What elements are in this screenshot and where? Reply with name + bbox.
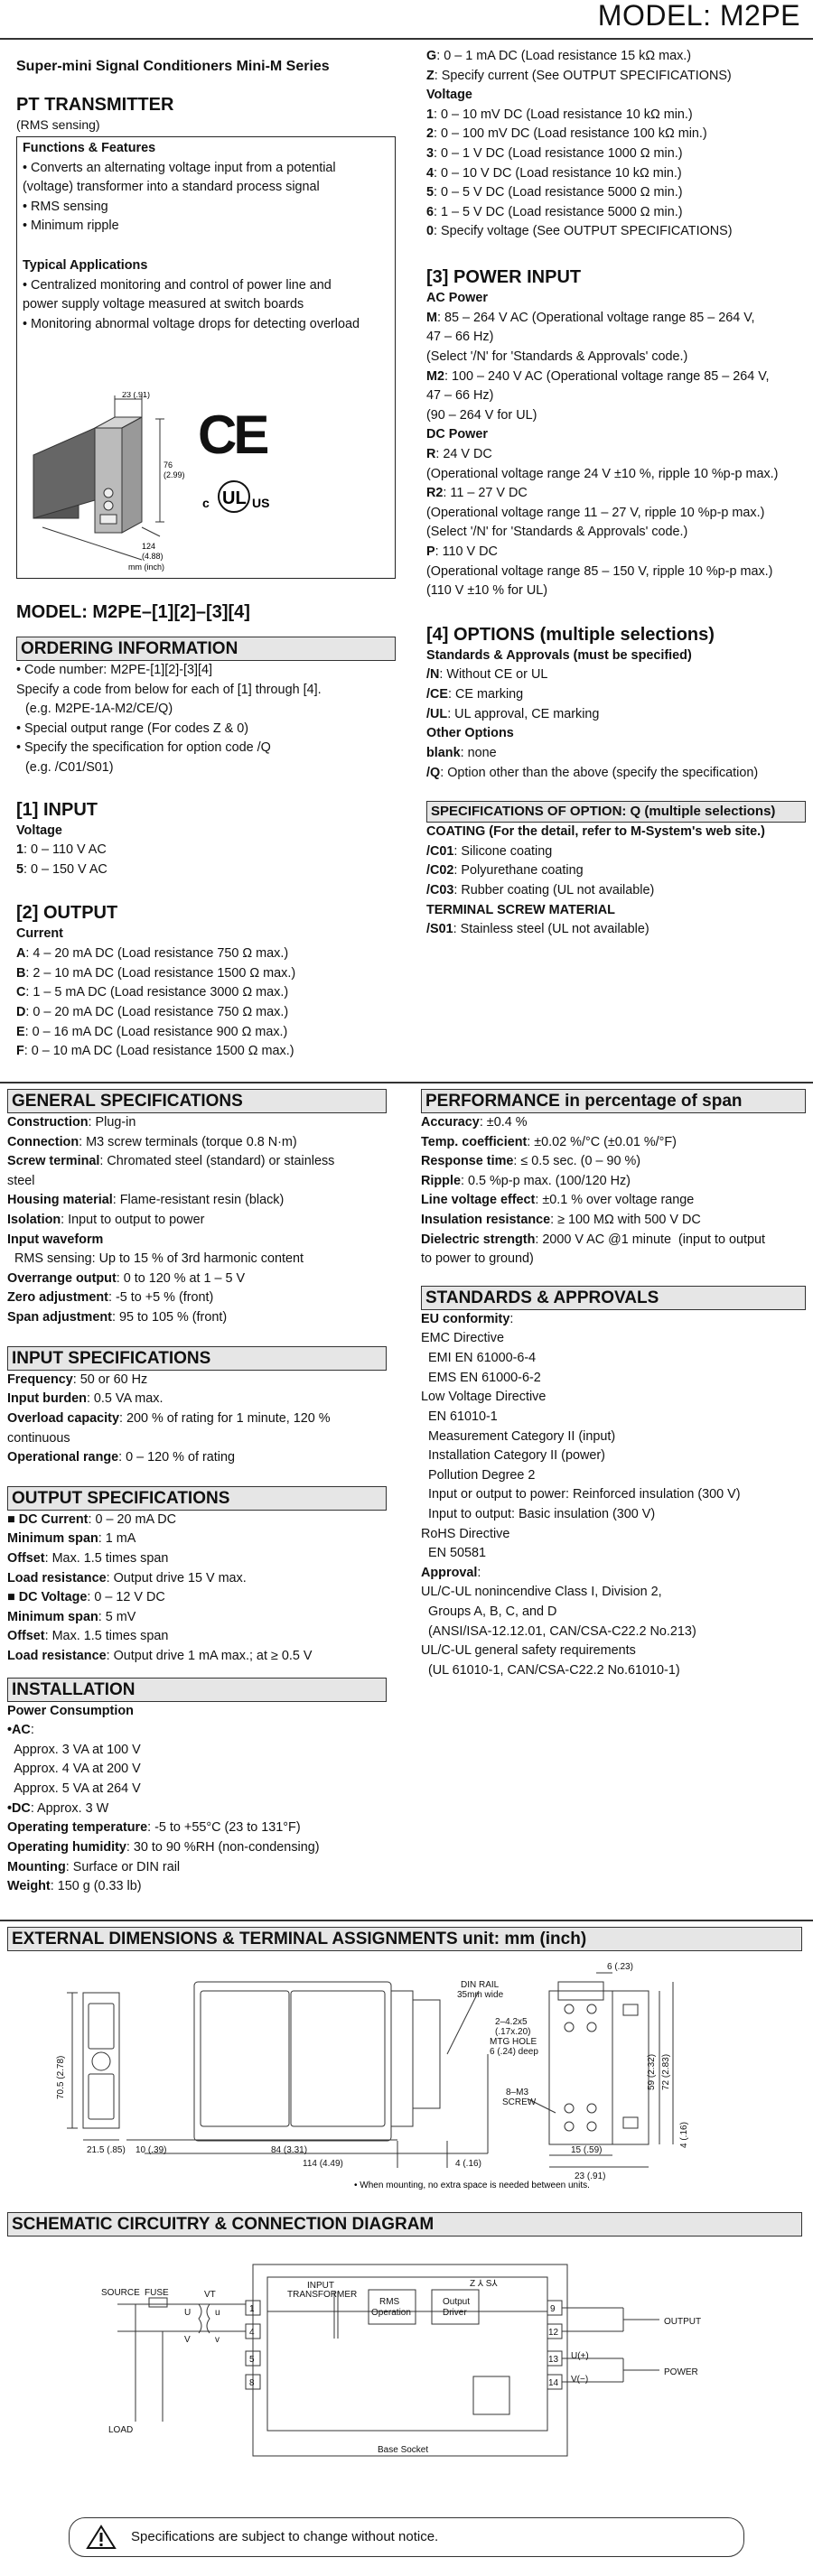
schematic-drawing	[0, 2241, 813, 2503]
standards-line: (UL 61010-1, CAN/CSA-C22.2 No.61010-1)	[421, 1662, 680, 1678]
output-spec-line: ■ DC Voltage: 0 – 12 V DC	[7, 1590, 165, 1605]
installation-line: •AC:	[7, 1723, 34, 1738]
schematic-label: Output	[443, 2297, 471, 2307]
dim-label: SCREW	[502, 2097, 537, 2107]
std-approvals-sub: Standards & Approvals (must be specified)	[426, 647, 692, 663]
input-item: 1: 0 – 110 V AC	[16, 842, 107, 858]
standards-line: Approval:	[421, 1565, 481, 1580]
schematic-label: v	[215, 2335, 220, 2345]
input-spec-line: Overload capacity: 200 % of rating for 1 minute, 120 %	[7, 1410, 331, 1426]
terminal-number: 4	[249, 2328, 255, 2338]
series-title: Super-mini Signal Conditioners Mini-M Series	[16, 59, 330, 74]
output-item: D: 0 – 20 mA DC (Load resistance 750 Ω max.)	[16, 1004, 289, 1019]
power-line: R: 24 V DC	[426, 446, 492, 461]
options-column	[426, 47, 806, 940]
general-spec-line: Zero adjustment: -5 to +5 % (front)	[7, 1290, 214, 1306]
ordering-line: • Code number: M2PE-[1][2]-[3][4]	[16, 663, 212, 677]
model-header: MODEL: M2PE	[597, 0, 800, 32]
dim-label: 6 (.23)	[607, 1962, 633, 1972]
output-spec-heading: OUTPUT SPECIFICATIONS	[7, 1486, 387, 1511]
installation-line: •DC: Approx. 3 W	[7, 1800, 109, 1816]
schematic-label: V	[184, 2335, 191, 2345]
output-spec-line: Offset: Max. 1.5 times span	[7, 1550, 169, 1566]
input-heading: [1] INPUT	[16, 799, 98, 820]
dim-label: 59 (2.32)	[647, 2053, 657, 2090]
standards-heading: STANDARDS & APPROVALS	[421, 1286, 806, 1310]
general-spec-line: Housing material: Flame-resistant resin (black)	[7, 1193, 285, 1208]
mounting-note: • When mounting, no extra space is needed between units.	[354, 2181, 590, 2190]
output-item: F: 0 – 10 mA DC (Load resistance 1500 Ω max.)	[16, 1044, 294, 1059]
general-spec-line: steel	[7, 1173, 35, 1188]
standards-line: Pollution Degree 2	[421, 1467, 536, 1483]
output-spec-line: Minimum span: 5 mV	[7, 1609, 136, 1624]
dim-label: 84 (3.31)	[271, 2145, 308, 2155]
spec-right-column	[421, 1089, 806, 1680]
dim-label: 10 (.39)	[136, 2145, 167, 2155]
performance-line: Line voltage effect: ±0.1 % over voltage range	[421, 1193, 695, 1208]
dim-label: 72 (2.83)	[661, 2053, 671, 2090]
feature-line: • Converts an alternating voltage input from a potential	[23, 160, 336, 175]
output-spec-line: Minimum span: 1 mA	[7, 1531, 136, 1547]
performance-line: Temp. coefficient: ±0.02 %/°C (±0.01 %/°F)	[421, 1134, 677, 1149]
option-q-heading: SPECIFICATIONS OF OPTION: Q (multiple selections)	[426, 801, 806, 823]
power-line: (110 V ±10 % for UL)	[426, 583, 548, 599]
ordering-line: • Special output range (For codes Z & 0)	[16, 721, 249, 736]
installation-line: Power Consumption	[7, 1703, 134, 1718]
schematic-label: Operation	[371, 2308, 411, 2318]
options-heading: [4] OPTIONS (multiple selections)	[426, 624, 715, 645]
spec-left-column	[7, 1089, 387, 1897]
section-rule	[0, 1082, 813, 1083]
standards-line: Groups A, B, C, and D	[421, 1604, 557, 1620]
input-spec-line: Operational range: 0 – 120 % of rating	[7, 1450, 235, 1465]
standards-line: Measurement Category II (input)	[421, 1428, 616, 1444]
schematic-label: TRANSFORMER	[287, 2290, 358, 2300]
standards-line: EU conformity:	[421, 1311, 514, 1326]
standards-line: EMC Directive	[421, 1331, 504, 1346]
screw-material-sub: TERMINAL SCREW MATERIAL	[426, 902, 615, 917]
general-heading: GENERAL SPECIFICATIONS	[7, 1089, 387, 1113]
output-item: B: 2 – 10 mA DC (Load resistance 1500 Ω max.)	[16, 965, 296, 981]
input-sub: Voltage	[16, 823, 62, 838]
model-code: MODEL: M2PE–[1][2]–[3][4]	[16, 602, 250, 622]
power-line: (Operational voltage range 85 – 150 V, ripple 10 %p-p max.)	[426, 563, 773, 579]
warning-text: Specifications are subject to change without notice.	[131, 2528, 439, 2544]
schematic-label: Z ⅄ S⅄	[470, 2279, 498, 2289]
dim-label: 114 (4.49)	[303, 2159, 343, 2169]
standards-line: EN 50581	[421, 1546, 487, 1561]
dim-label: 23 (.91)	[575, 2171, 606, 2181]
power-line: M: 85 – 264 V AC (Operational voltage range 85 – 264 V,	[426, 310, 755, 325]
ce-mark-icon: CE	[198, 405, 266, 465]
output-item: E: 0 – 16 mA DC (Load resistance 900 Ω max.)	[16, 1024, 288, 1039]
ordering-line: • Specify the specification for option code /Q	[16, 740, 271, 756]
output-item: A: 4 – 20 mA DC (Load resistance 750 Ω max.)	[16, 946, 289, 962]
standards-line: Input to output: Basic insulation (300 V)	[421, 1506, 656, 1521]
output-spec-line: ■ DC Current: 0 – 20 mA DC	[7, 1511, 177, 1527]
schematic-label: FUSE	[145, 2288, 169, 2298]
output-item: 5: 0 – 5 V DC (Load resistance 5000 Ω min.)	[426, 185, 683, 200]
schematic-heading: SCHEMATIC CIRCUITRY & CONNECTION DIAGRAM	[7, 2212, 802, 2237]
schematic-label: U	[184, 2308, 192, 2318]
performance-line: Response time: ≤ 0.5 sec. (0 – 90 %)	[421, 1154, 641, 1169]
ordering-line: (e.g. /C01/S01)	[25, 760, 114, 776]
option-item: /N: Without CE or UL	[426, 667, 548, 683]
performance-line: to power to ground)	[421, 1251, 534, 1267]
option-item: blank: none	[426, 745, 497, 760]
performance-line: Dielectric strength: 2000 V AC @1 minute (input to output	[421, 1232, 765, 1247]
terminal-number: 8	[249, 2378, 255, 2388]
ul-mark-icon	[198, 479, 297, 515]
output-item: 0: Specify voltage (See OUTPUT SPECIFICATIONS)	[426, 224, 733, 239]
dim-unit: mm (inch)	[128, 563, 164, 572]
ordering-line: Specify a code from below for each of [1] through [4].	[16, 682, 322, 697]
terminal-number: 14	[548, 2378, 559, 2388]
input-spec-line: Frequency: 50 or 60 Hz	[7, 1372, 148, 1387]
dim-label: 21.5 (.85)	[87, 2145, 126, 2155]
schematic-label: Driver	[443, 2308, 467, 2318]
general-spec-line: RMS sensing: Up to 15 % of 3rd harmonic content	[7, 1251, 304, 1267]
applications-heading: Typical Applications	[23, 258, 148, 274]
svg-text:US: US	[252, 496, 270, 510]
installation-line: Approx. 3 VA at 100 V	[7, 1742, 141, 1757]
svg-text:c: c	[202, 496, 210, 510]
standards-line: Installation Category II (power)	[421, 1448, 605, 1464]
feature-line: (voltage) transformer into a standard process signal	[23, 180, 320, 195]
section-rule	[0, 1920, 813, 1921]
power-line: (90 – 264 V for UL)	[426, 407, 537, 423]
output-sub: Current	[16, 926, 63, 942]
header-rule	[0, 38, 813, 40]
dim-width: 23 (.91)	[122, 392, 151, 399]
schematic-label: u	[215, 2308, 220, 2318]
schematic-label: RMS	[379, 2297, 400, 2307]
power-line: R2: 11 – 27 V DC	[426, 486, 528, 501]
power-line: M2: 100 – 240 V AC (Operational voltage range 85 – 264 V,	[426, 368, 770, 384]
dim-label: 2–4.2x5	[495, 2017, 528, 2027]
standards-line: UL/C-UL nonincendive Class I, Division 2,	[421, 1585, 662, 1600]
coating-item: /C01: Silicone coating	[426, 843, 553, 859]
power-line: P: 110 V DC	[426, 544, 498, 560]
general-spec-line: Construction: Plug-in	[7, 1115, 136, 1130]
coating-item: /C02: Polyurethane coating	[426, 863, 584, 879]
schematic-label: U(+)	[571, 2351, 589, 2361]
output-heading: [2] OUTPUT	[16, 903, 118, 924]
option-item: /Q: Option other than the above (specify the specification)	[426, 765, 759, 780]
power-line: 47 – 66 Hz)	[426, 330, 494, 345]
ordering-heading: ORDERING INFORMATION	[16, 637, 396, 661]
schematic-label: OUTPUT	[664, 2317, 702, 2327]
dim-depth-inch: (4.88)	[142, 552, 164, 561]
change-notice	[69, 2517, 744, 2557]
output-item: Z: Specify current (See OUTPUT SPECIFICATIONS)	[426, 68, 732, 83]
dim-label: MTG HOLE	[490, 2037, 537, 2047]
output-spec-line: Load resistance: Output drive 15 V max.	[7, 1570, 247, 1586]
general-spec-line: Span adjustment: 95 to 105 % (front)	[7, 1310, 228, 1325]
features-heading: Functions & Features	[23, 141, 156, 155]
option-item: /CE: CE marking	[426, 687, 524, 702]
terminal-number: 5	[249, 2355, 255, 2365]
power-line: 47 – 66 Hz)	[426, 388, 494, 404]
screw-item: /S01: Stainless steel (UL not available)	[426, 922, 649, 937]
standards-line: EMS EN 61000-6-2	[421, 1370, 541, 1385]
schematic-label: Base Socket	[378, 2445, 429, 2455]
dim-label: 6 (.24) deep	[490, 2047, 538, 2057]
performance-line: Accuracy: ±0.4 %	[421, 1115, 528, 1130]
input-spec-heading: INPUT SPECIFICATIONS	[7, 1346, 387, 1371]
installation-line: Approx. 4 VA at 200 V	[7, 1762, 141, 1777]
feature-line: • RMS sensing	[23, 199, 108, 214]
installation-line: Operating temperature: -5 to +55°C (23 to 131°F)	[7, 1820, 301, 1836]
dim-label: 70.5 (2.78)	[56, 2055, 66, 2099]
dim-depth: 124	[142, 542, 156, 551]
schematic-label: SOURCE	[101, 2288, 140, 2298]
general-spec-line: Connection: M3 screw terminals (torque 0.8 N·m)	[7, 1134, 297, 1149]
features-box	[16, 136, 396, 579]
dimensions-drawing	[0, 1955, 813, 2244]
output-item: 4: 0 – 10 V DC (Load resistance 10 kΩ min.)	[426, 165, 682, 181]
svg-text:UL: UL	[222, 488, 247, 508]
application-line: power supply voltage measured at switch boards	[23, 297, 304, 312]
input-spec-line: Input burden: 0.5 VA max.	[7, 1391, 164, 1407]
coating-sub: COATING (For the detail, refer to M-System's web site.)	[426, 824, 765, 840]
warning-icon	[86, 2525, 117, 2550]
output-voltage-sub: Voltage	[426, 88, 472, 103]
terminal-number: 13	[548, 2355, 559, 2365]
dim-label: 4 (.16)	[455, 2159, 481, 2169]
installation-line: Mounting: Surface or DIN rail	[7, 1859, 181, 1874]
terminal-number: 1	[249, 2304, 255, 2314]
output-item: 6: 1 – 5 V DC (Load resistance 5000 Ω min.)	[426, 204, 683, 219]
dim-height: 76	[164, 460, 173, 470]
application-line: • Centralized monitoring and control of power line and	[23, 277, 332, 293]
standards-line: (ANSI/ISA-12.12.01, CAN/CSA-C22.2 No.213)	[421, 1623, 696, 1639]
terminal-number: 12	[548, 2328, 559, 2338]
dimensions-heading: EXTERNAL DIMENSIONS & TERMINAL ASSIGNMENTS unit: mm (inch)	[7, 1927, 802, 1951]
standards-line: Low Voltage Directive	[421, 1390, 547, 1405]
dim-label: DIN RAIL	[461, 1980, 500, 1990]
output-spec-line: Offset: Max. 1.5 times span	[7, 1629, 169, 1644]
product-title: PT TRANSMITTER	[16, 95, 174, 115]
terminal-number: 9	[550, 2304, 556, 2314]
ordering-line: (e.g. M2PE-1A-M2/CE/Q)	[25, 702, 173, 717]
standards-line: EN 61010-1	[421, 1409, 498, 1424]
application-line: • Monitoring abnormal voltage drops for detecting overload	[23, 316, 360, 331]
standards-line: RoHS Directive	[421, 1526, 510, 1541]
schematic-label: INPUT	[307, 2281, 334, 2291]
dim-label: 4 (.16)	[679, 2122, 689, 2148]
installation-line: Operating humidity: 30 to 90 %RH (non-condensing)	[7, 1839, 320, 1855]
performance-line: Insulation resistance: ≥ 100 MΩ with 500 V DC	[421, 1213, 701, 1228]
dim-label: 15 (.59)	[571, 2145, 603, 2155]
output-item: C: 1 – 5 mA DC (Load resistance 3000 Ω max.)	[16, 985, 289, 1000]
dim-height-inch: (2.99)	[164, 470, 185, 479]
schematic-label: LOAD	[108, 2425, 134, 2435]
schematic-label: V(−)	[571, 2375, 589, 2385]
option-item: /UL: UL approval, CE marking	[426, 706, 600, 721]
output-item: G: 0 – 1 mA DC (Load resistance 15 kΩ max.)	[426, 49, 692, 63]
power-heading: [3] POWER INPUT	[426, 267, 582, 288]
ac-power-sub: AC Power	[426, 291, 488, 306]
dim-label: 8–M3	[506, 2088, 529, 2097]
installation-line: Approx. 5 VA at 264 V	[7, 1781, 141, 1797]
performance-line: Ripple: 0.5 %p-p max. (100/120 Hz)	[421, 1173, 631, 1188]
general-spec-line: Input waveform	[7, 1232, 104, 1247]
dc-power-sub: DC Power	[426, 427, 488, 442]
general-spec-line: Screw terminal: Chromated steel (standard) or stainless	[7, 1154, 335, 1169]
power-line: (Operational voltage range 11 – 27 V, ripple 10 %p-p max.)	[426, 505, 765, 520]
installation-line: Weight: 150 g (0.33 lb)	[7, 1879, 142, 1894]
general-spec-line: Isolation: Input to output to power	[7, 1213, 205, 1228]
power-line: (Operational voltage range 24 V ±10 %, ripple 10 %p-p max.)	[426, 466, 779, 481]
dim-label: (.17x.20)	[495, 2027, 531, 2037]
input-item: 5: 0 – 150 V AC	[16, 861, 107, 877]
input-spec-line: continuous	[7, 1430, 70, 1446]
power-line: (Select '/N' for 'Standards & Approvals' code.)	[426, 525, 688, 540]
general-spec-line: Overrange output: 0 to 120 % at 1 – 5 V	[7, 1270, 246, 1286]
product-image	[24, 392, 196, 572]
output-item: 3: 0 – 1 V DC (Load resistance 1000 Ω min.)	[426, 146, 683, 162]
power-line: (Select '/N' for 'Standards & Approvals' code.)	[426, 349, 688, 364]
standards-line: EMI EN 61000-6-4	[421, 1351, 537, 1366]
output-item: 1: 0 – 10 mV DC (Load resistance 10 kΩ min.)	[426, 107, 693, 122]
schematic-label: POWER	[664, 2367, 698, 2377]
output-item: 2: 0 – 100 mV DC (Load resistance 100 kΩ min.)	[426, 126, 707, 142]
installation-heading: INSTALLATION	[7, 1678, 387, 1702]
dim-label: 35mm wide	[457, 1990, 504, 2000]
product-subtitle: (RMS sensing)	[16, 117, 100, 132]
intro-column	[16, 51, 396, 1062]
coating-item: /C03: Rubber coating (UL not available)	[426, 882, 655, 897]
standards-line: UL/C-UL general safety requirements	[421, 1643, 636, 1659]
schematic-label: VT	[204, 2290, 216, 2300]
feature-line: • Minimum ripple	[23, 219, 119, 234]
other-options-sub: Other Options	[426, 726, 514, 741]
standards-line: Input or output to power: Reinforced insulation (300 V)	[421, 1487, 741, 1502]
output-spec-line: Load resistance: Output drive 1 mA max.; at ≥ 0.5 V	[7, 1649, 313, 1664]
performance-heading: PERFORMANCE in percentage of span	[421, 1089, 806, 1113]
